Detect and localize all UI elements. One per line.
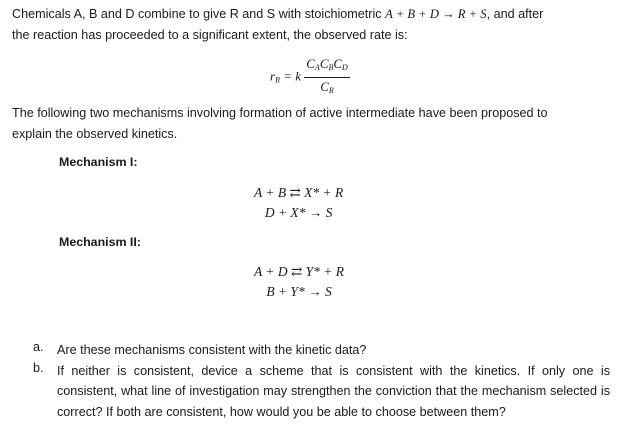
question-text: Are these mechanisms consistent with the kinetic data? [57,343,367,357]
question-item-b [33,361,610,423]
mechanism-1-step-2: D + X* → S [264,205,333,220]
question-marker: a. [33,340,44,354]
mechanism-1-steps [254,183,343,223]
rate-numerator: $C_AC_BC_D$ [304,57,350,78]
mechanism-2-step-1: A + D ⇄ Y* + R [254,264,345,279]
rate-denominator: $C_R$ [320,79,334,95]
question-text: If neither is consistent, device a scheme that is consistent with the kinetics. If only one is consistent, what line of investigation may strengthen the conviction that the mechanism selected is correct? If both are consistent, how would you be able to choose between them? [57,363,610,419]
proposal-line-1: The following two mechanisms involving formation of active intermediate have been proposed to [12,106,548,120]
question-marker: b. [33,360,44,375]
rate-equation [270,57,350,98]
mechanism-2-heading: Mechanism II: [59,235,141,249]
intro-paragraph [12,4,612,46]
proposal-line-2: explain the observed kinetics. [12,127,178,141]
mechanism-1-heading: Mechanism I: [59,155,138,169]
mechanism-2-step-2: B + Y* → S [266,284,332,299]
equals-k: = k [283,68,301,84]
proposal-paragraph [12,103,617,145]
mechanism-2-steps [254,262,344,302]
question-item-a [33,340,610,361]
questions-list [33,340,610,422]
intro-prefix: Chemicals A, B and D combine to give R and S with stoichiometric [12,7,386,21]
intro-suffix: , and after [486,7,544,21]
mechanism-1-step-1: A + B ⇄ X* + R [254,185,344,200]
rate-fraction [304,57,350,98]
stoichiometric-equation: A + B + D → R + S [385,7,487,21]
rate-symbol: r [270,68,276,84]
rate-subscript: R [275,75,280,85]
intro-line-2: the reaction has proceeded to a significant extent, the observed rate is: [12,28,408,42]
intro-line-1 [12,4,612,25]
